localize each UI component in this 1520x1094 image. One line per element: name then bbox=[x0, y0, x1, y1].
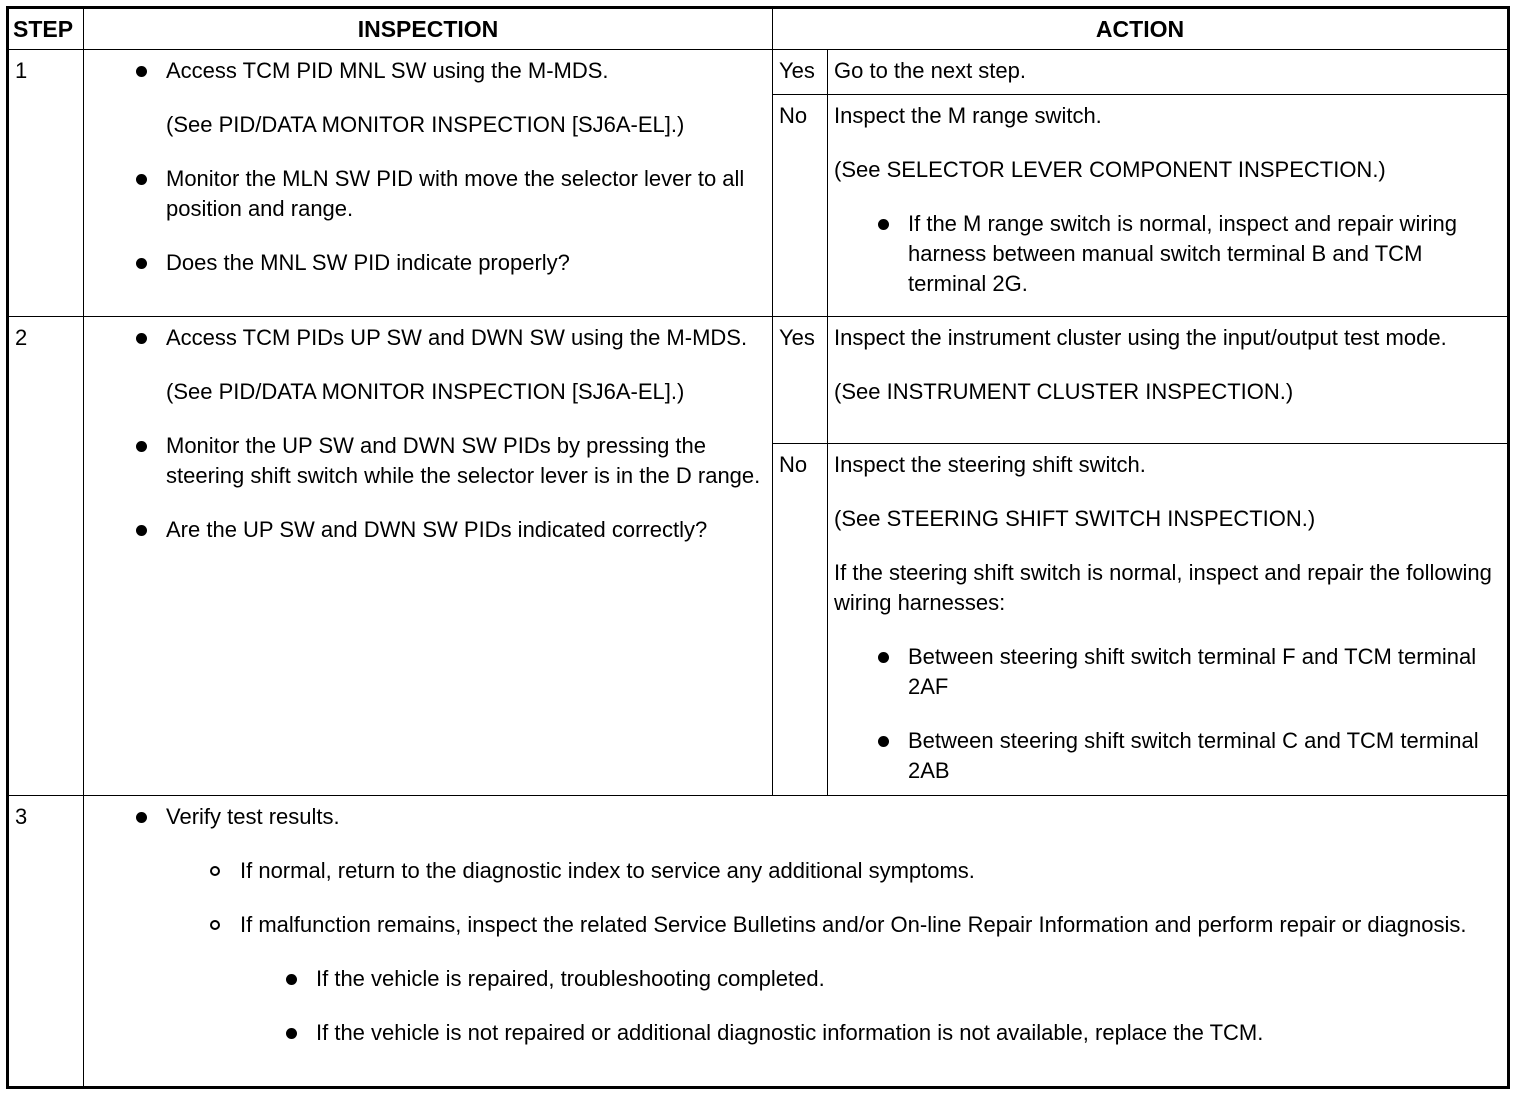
step-2-inspection bbox=[84, 317, 773, 796]
action-reference: (See INSTRUMENT CLUSTER INSPECTION.) bbox=[834, 379, 1294, 404]
no-action bbox=[828, 444, 1509, 796]
inspection-question: Are the UP SW and DWN SW PIDs indicated correctly? bbox=[84, 515, 762, 545]
action-text: Inspect the M range switch. bbox=[834, 103, 1102, 128]
step-number: 3 bbox=[8, 796, 84, 1088]
header-action: ACTION bbox=[773, 8, 1509, 50]
result-bullet: If malfunction remains, inspect the related Service Bulletins and/or On-line Repair Information and perform repair or diagnosis. bbox=[84, 910, 1497, 940]
step-3-row bbox=[8, 796, 1509, 1088]
no-label: No bbox=[773, 95, 828, 317]
step-number: 2 bbox=[8, 317, 84, 796]
diagnostic-table bbox=[6, 6, 1510, 1089]
inspection-bullet: Access TCM PIDs UP SW and DWN SW using the M-MDS. bbox=[84, 323, 762, 353]
inspection-reference: (See PID/DATA MONITOR INSPECTION [SJ6A-EL].) bbox=[166, 112, 685, 137]
action-text: Inspect the instrument cluster using the input/output test mode. bbox=[834, 325, 1447, 350]
action-reference: (See STEERING SHIFT SWITCH INSPECTION.) bbox=[834, 506, 1316, 531]
inspection-reference: (See PID/DATA MONITOR INSPECTION [SJ6A-EL].) bbox=[166, 379, 685, 404]
step-3-content bbox=[84, 796, 1509, 1088]
header-row bbox=[8, 8, 1509, 50]
inspection-bullet: Verify test results. bbox=[84, 802, 1497, 832]
action-bullet: Between steering shift switch terminal C and TCM terminal 2AB bbox=[834, 726, 1499, 786]
step-number: 1 bbox=[8, 50, 84, 317]
outcome-bullet: If the vehicle is repaired, troubleshooting completed. bbox=[84, 964, 1497, 994]
step-1-yes-row bbox=[8, 50, 1509, 95]
yes-label: Yes bbox=[773, 317, 828, 444]
step-1-inspection bbox=[84, 50, 773, 317]
action-bullet: Between steering shift switch terminal F and TCM terminal 2AF bbox=[834, 642, 1499, 702]
action-text: If the steering shift switch is normal, inspect and repair the following wiring harnesses: bbox=[834, 560, 1492, 615]
yes-action bbox=[828, 317, 1509, 444]
action-bullet: If the M range switch is normal, inspect and repair wiring harness between manual switch terminal B and TCM terminal 2G. bbox=[834, 209, 1499, 299]
result-bullet: If normal, return to the diagnostic index to service any additional symptoms. bbox=[84, 856, 1497, 886]
outcome-bullet: If the vehicle is not repaired or additional diagnostic information is not available, replace the TCM. bbox=[84, 1018, 1497, 1048]
yes-label: Yes bbox=[773, 50, 828, 95]
inspection-bullet: Access TCM PID MNL SW using the M-MDS. bbox=[84, 56, 762, 86]
action-text: Inspect the steering shift switch. bbox=[834, 452, 1146, 477]
yes-action: Go to the next step. bbox=[828, 50, 1509, 95]
header-inspection: INSPECTION bbox=[84, 8, 773, 50]
inspection-bullet: Monitor the MLN SW PID with move the selector lever to all position and range. bbox=[84, 164, 762, 224]
header-step: STEP bbox=[8, 8, 84, 50]
step-2-yes-row bbox=[8, 317, 1509, 444]
inspection-bullet: Monitor the UP SW and DWN SW PIDs by pressing the steering shift switch while the selector lever is in the D range. bbox=[84, 431, 762, 491]
inspection-question: Does the MNL SW PID indicate properly? bbox=[84, 248, 762, 278]
action-reference: (See SELECTOR LEVER COMPONENT INSPECTION.) bbox=[834, 157, 1386, 182]
no-label: No bbox=[773, 444, 828, 796]
no-action bbox=[828, 95, 1509, 317]
